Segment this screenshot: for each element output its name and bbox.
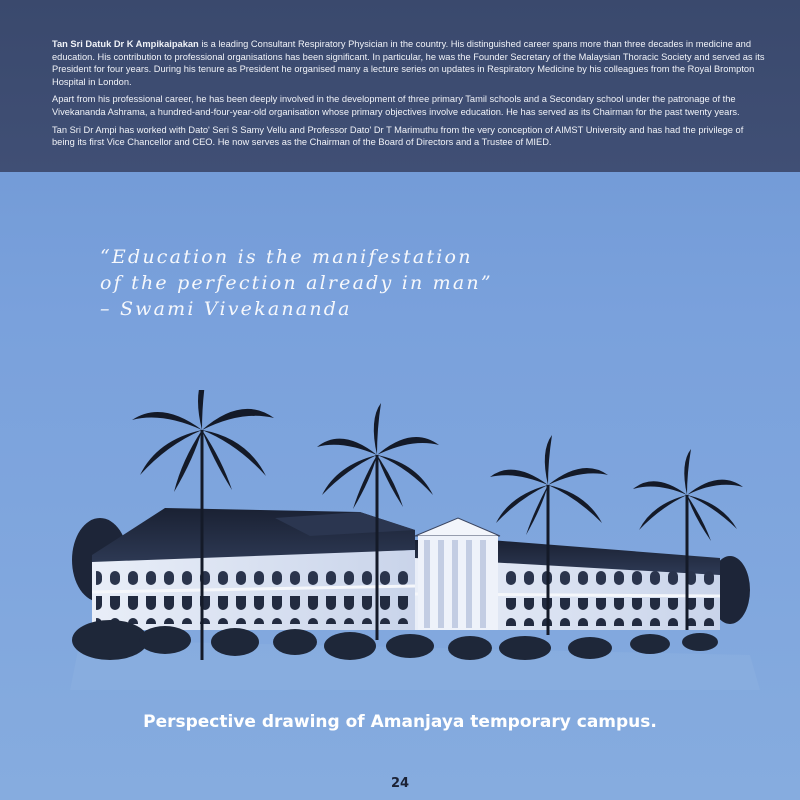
bio-paragraph-2: Apart from his professional career, he has been deeply involved in the development of three primary Tamil schools and a Secondary school under the patronage of the Vivekananda Ashrama, a hundred-and-four-year-old organisation whose primary objectives involve education. He has served as its Chairman for the past twenty years. bbox=[52, 94, 740, 117]
arcade-lower-left bbox=[96, 596, 414, 624]
drawing-caption: Perspective drawing of Amanjaya temporary campus. bbox=[143, 712, 657, 732]
biography-section bbox=[0, 0, 800, 172]
portico-pediment bbox=[415, 518, 500, 536]
bio-paragraph-1-text: is a leading Consultant Respiratory Physician in the country. His distinguished career spans more than three decades in medicine and education. His contribution to professional organisations has been significant. In particular, he was the Founder Secretary of the Malaysian Thoracic Society and served as its President for four years. During his tenure as President he organised many a lecture series on updates in Respiratory Medicine by his colleagues from the Royal Brompton Hospital in London. bbox=[52, 39, 765, 87]
bio-paragraph-3: Tan Sri Dr Ampi has worked with Dato' Seri S Samy Vellu and Professor Dato' Dr T Marimuthu from the very conception of AIMST University and has had the privilege of being its first Vice Chancellor and CEO. He now serves as the Chairman of the Board of Directors and a Trustee of MIED. bbox=[52, 124, 744, 148]
arcade-upper-left bbox=[96, 566, 414, 588]
quote-block bbox=[100, 244, 620, 322]
quote-line-1: “Education is the manifestation bbox=[100, 246, 473, 268]
bio-paragraph-1 bbox=[52, 38, 768, 88]
campus-perspective-drawing bbox=[70, 390, 760, 690]
page-number: 24 bbox=[390, 776, 410, 791]
quote-line-2: of the perfection already in man” bbox=[100, 272, 493, 294]
bio-name: Tan Sri Datuk Dr K Ampikaipakan bbox=[52, 39, 199, 49]
quote-attribution: – Swami Vivekananda bbox=[100, 298, 352, 320]
